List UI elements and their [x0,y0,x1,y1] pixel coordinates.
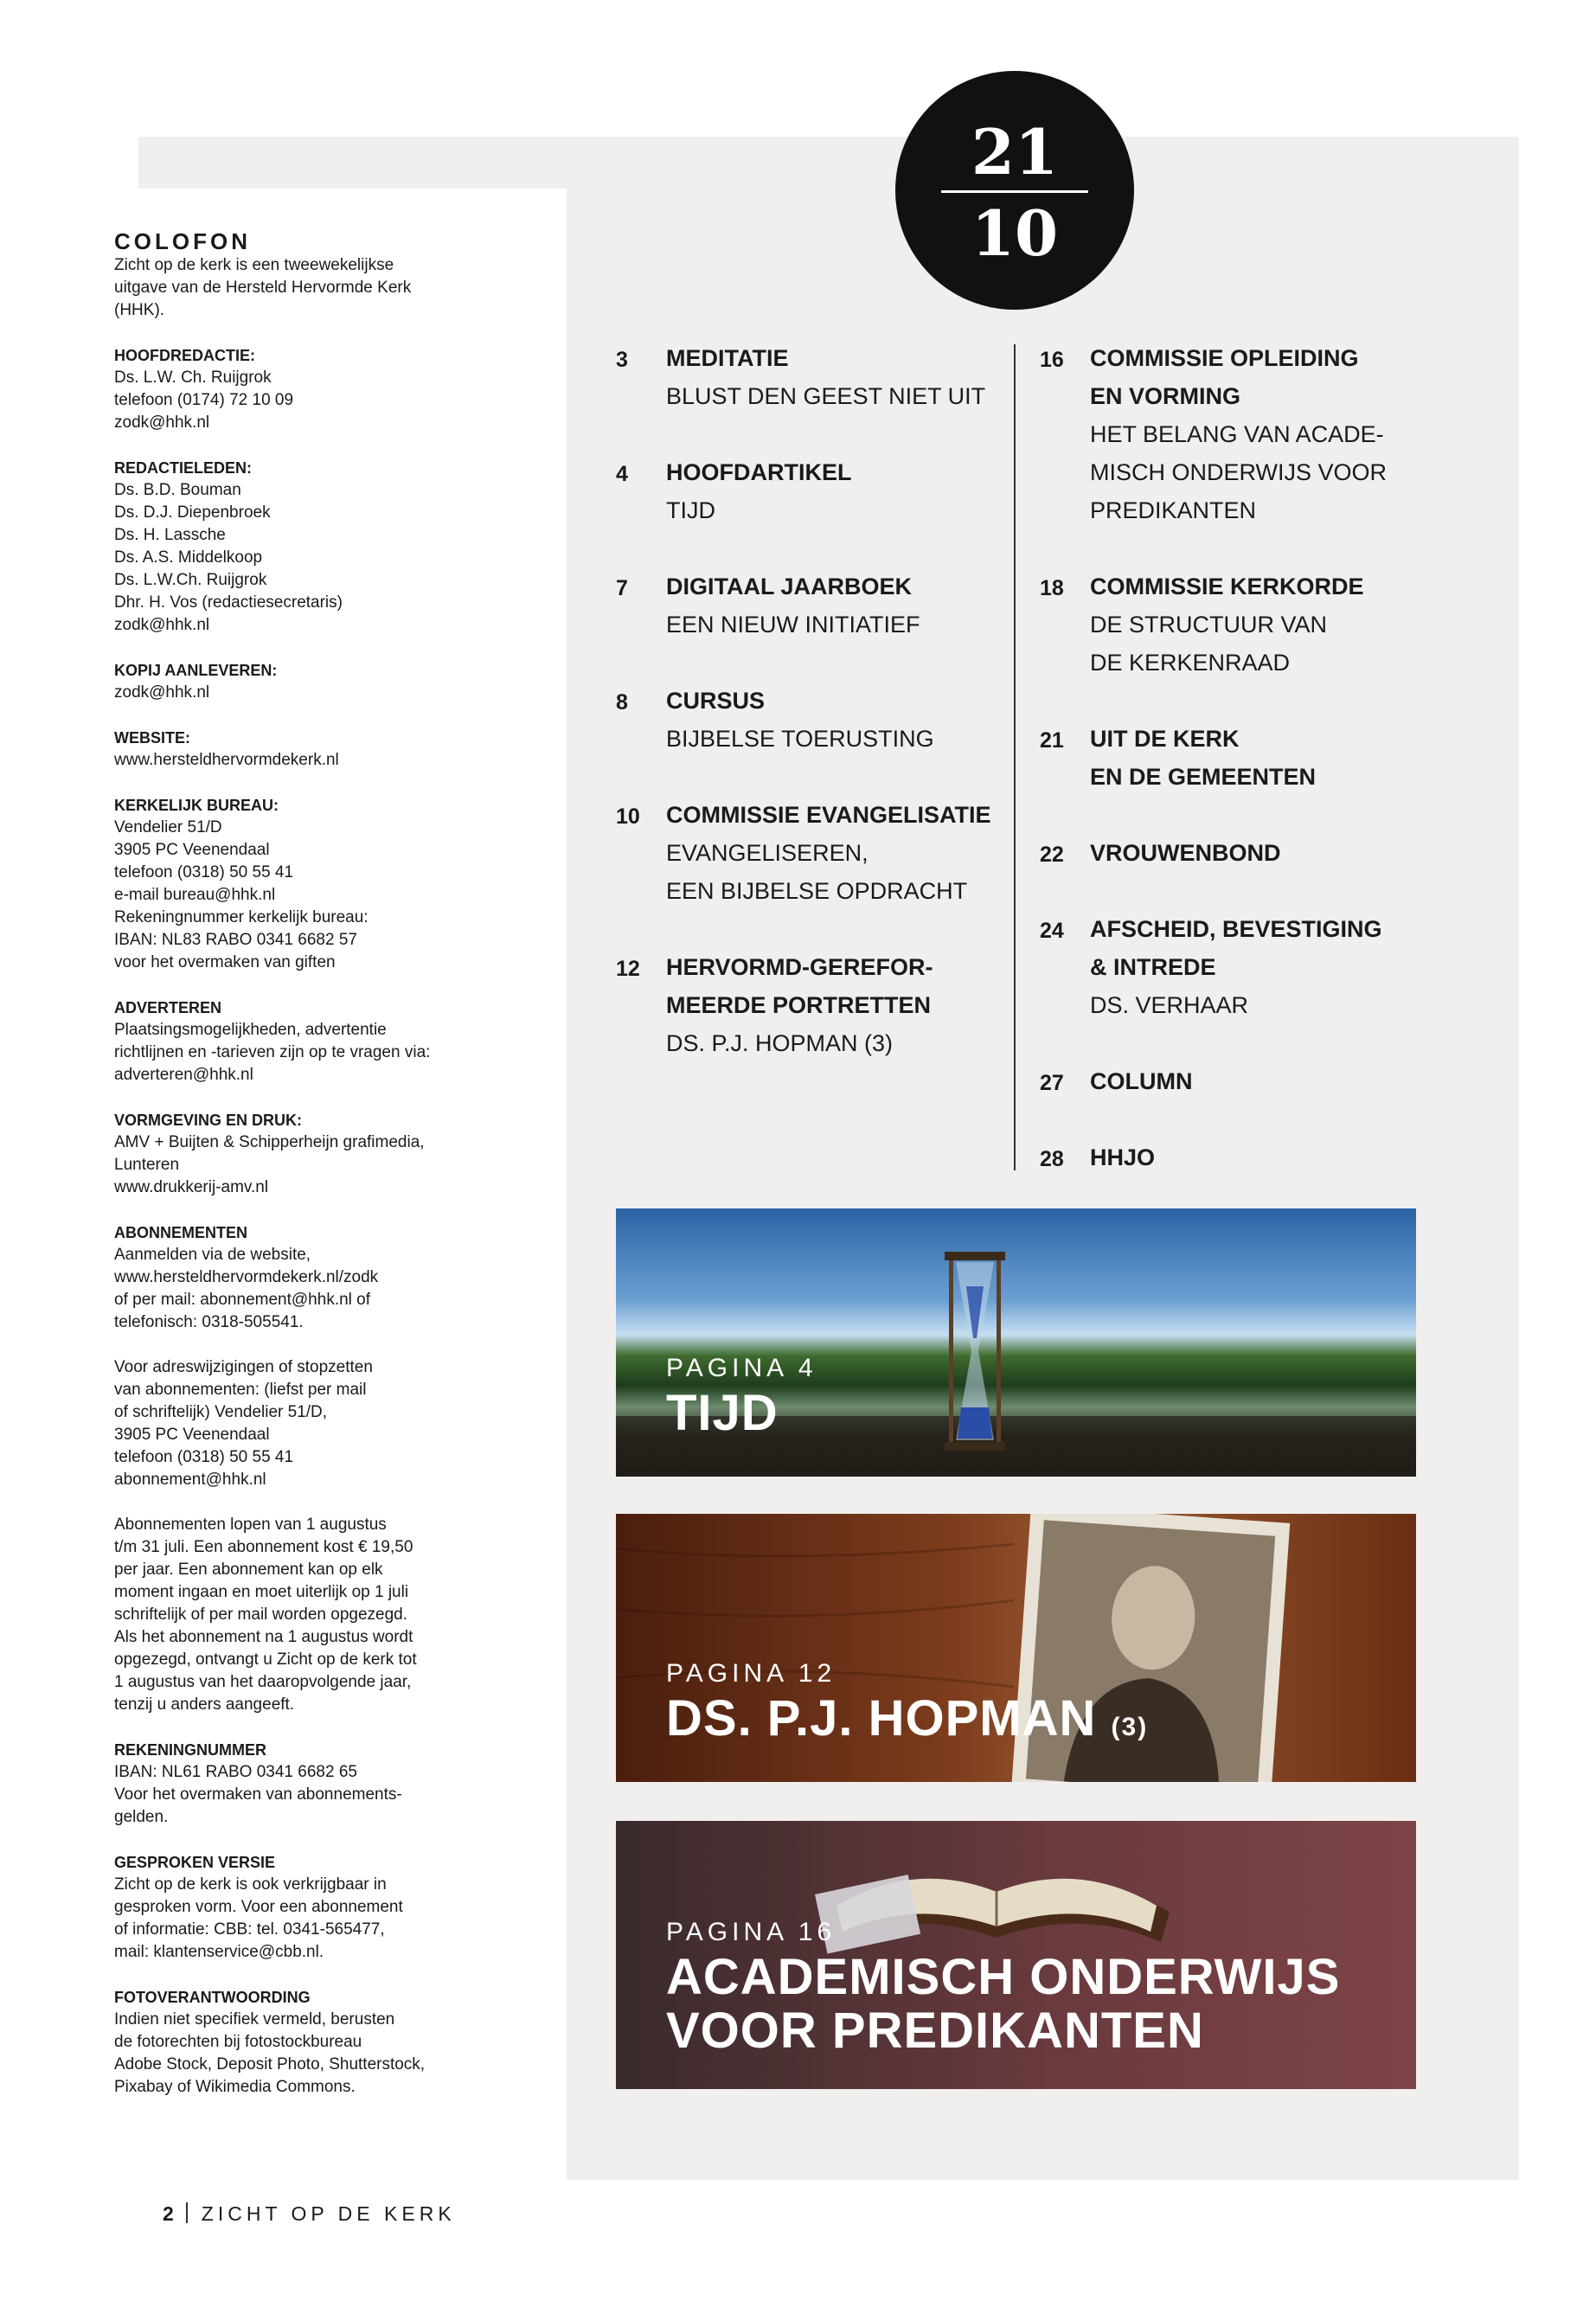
colofon-section-line: Ds. B.D. Bouman [114,481,241,499]
toc-left-column [616,339,1014,1100]
colofon-section-line: of schriftelijk) Vendelier 51/D, [114,1403,328,1421]
colofon-section-line: IBAN: NL61 RABO 0341 6682 65 [114,1763,357,1781]
feature-title [666,1692,1148,1754]
feature-banner-hopman[interactable] [616,1514,1416,1782]
colofon-section-line: mail: klantenservice@cbb.nl. [114,1943,324,1961]
colofon-intro-line: (HHK). [114,301,165,319]
colofon-section [114,1739,478,1829]
toc-item[interactable] [1040,910,1429,1024]
colofon-section-line: of per mail: abonnement@hhk.nl of [114,1291,371,1309]
toc-item[interactable] [1040,834,1429,872]
footer-separator [186,2202,188,2223]
colofon-section [114,457,478,637]
page-number: 2 [163,2202,174,2225]
toc-subtitle: EEN NIEUW INITIATIEF [666,612,920,638]
colofon-section-line: Ds. H. Lassche [114,526,226,544]
toc-page-number: 8 [616,690,628,715]
colofon-section [114,794,478,974]
toc-heading: UIT DE KERK [1090,726,1240,752]
colofon-section [114,659,478,704]
colofon-section-line: www.hersteldhervormdekerk.nl [114,751,339,769]
feature-label: PAGINA 12 [666,1659,836,1688]
colofon-section-line: Voor adreswijzigingen of stopzetten [114,1358,373,1376]
colofon-section-line: of informatie: CBB: tel. 0341-565477, [114,1920,385,1939]
colofon-section-line: zodk@hhk.nl [114,616,210,634]
feature-title: TIJD [666,1385,779,1441]
colofon-section [114,1356,478,1491]
feature-title-line-1: ACADEMISCH ONDERWIJS [666,1949,1341,2005]
colofon-section-line: van abonnementen: (liefst per mail [114,1381,367,1399]
colofon-section-line: Ds. D.J. Diepenbroek [114,503,271,522]
colofon-section-heading: ADVERTEREN [114,999,222,1016]
colofon-section-line: t/m 31 juli. Een abonnement kost € 19,50 [114,1538,413,1556]
issue-divider [941,190,1088,193]
colofon-section-line: Aanmelden via de website, [114,1246,311,1264]
toc-heading: MEDITATIE [666,345,789,371]
colofon-section-heading: GESPROKEN VERSIE [114,1854,276,1871]
toc-page-number: 22 [1040,843,1064,867]
toc-heading: COMMISSIE OPLEIDING [1090,345,1359,371]
toc-right-column [1040,339,1429,1215]
toc-page-number: 10 [616,804,640,829]
toc-subtitle: PREDIKANTEN [1090,497,1257,523]
toc-item[interactable] [616,682,1014,758]
toc-heading: AFSCHEID, BEVESTIGING [1090,916,1382,942]
colofon-section-line: Ds. L.W. Ch. Ruijgrok [114,369,272,387]
feature-title-line-2: VOOR PREDIKANTEN [666,2003,1204,2059]
feature-label: PAGINA 16 [666,1918,836,1946]
colofon-section-line: zodk@hhk.nl [114,683,210,702]
colofon-section [114,727,478,772]
colofon-section [114,1514,478,1716]
toc-heading: HERVORMD-GEREFOR- [666,954,933,980]
colofon-section-line: Als het abonnement na 1 augustus wordt [114,1628,413,1646]
colofon-section [114,1109,478,1199]
feature-label: PAGINA 4 [666,1354,817,1382]
colofon-section-line: 3905 PC Veenendaal [114,1426,270,1444]
colofon-section-line: 1 augustus van het daaropvolgende jaar, [114,1673,412,1691]
colofon-section-line: richtlijnen en -tarieven zijn op te vragen via: [114,1043,431,1061]
toc-subtitle: EEN BIJBELSE OPDRACHT [666,878,968,904]
colofon-section-line: Voor het overmaken van abonnements- [114,1785,402,1804]
colofon-section-line: Pixabay of Wikimedia Commons. [114,2078,356,2096]
toc-subtitle: DE STRUCTUUR VAN [1090,612,1328,638]
toc-page-number: 7 [616,576,628,600]
toc-heading: VROUWENBOND [1090,840,1281,866]
colofon-section-line: e-mail bureau@hhk.nl [114,886,276,904]
colofon-section-line: telefoon (0318) 50 55 41 [114,863,294,881]
colofon-intro [114,254,478,322]
colofon-section-line: Adobe Stock, Deposit Photo, Shutterstock, [114,2055,426,2073]
colofon-section-line: adverteren@hhk.nl [114,1066,253,1084]
toc-heading: EN VORMING [1090,383,1241,409]
colofon-section [114,1986,478,2099]
colofon-section-heading: VORMGEVING EN DRUK: [114,1112,303,1129]
toc-page-number: 16 [1040,348,1064,372]
issue-number: 10 [971,196,1059,270]
colofon-section-heading: FOTOVERANTWOORDING [114,1989,311,2006]
colofon-section-line: tenzij u anders aangeeft. [114,1695,295,1714]
colofon-section-line: AMV + Buijten & Schipperheijn grafimedia, [114,1133,425,1151]
colofon-section-line: Ds. L.W.Ch. Ruijgrok [114,571,267,589]
colofon-section [114,344,478,434]
toc-heading: DIGITAAL JAARBOEK [666,574,913,599]
toc-item[interactable] [1040,339,1429,529]
colofon-section-line: Dhr. H. Vos (redactiesecretaris) [114,593,343,612]
colofon-section [114,1851,478,1964]
colofon-title: COLOFON [114,228,251,254]
colofon [114,228,478,2121]
toc-page-number: 18 [1040,576,1064,600]
toc-subtitle: HET BELANG VAN ACADE- [1090,421,1384,447]
toc-heading: COMMISSIE EVANGELISATIE [666,802,991,828]
colofon-section-line: telefoon (0174) 72 10 09 [114,391,294,409]
toc-subtitle: TIJD [666,497,715,523]
toc-item[interactable] [616,339,1014,415]
colofon-section-line: www.drukkerij-amv.nl [114,1178,269,1196]
feature-banner-tijd[interactable] [616,1208,1416,1477]
colofon-section-line: opgezegd, ontvangt u Zicht op de kerk tot [114,1650,417,1669]
toc-page-number: 3 [616,348,628,372]
colofon-section-line: 3905 PC Veenendaal [114,841,270,859]
toc-item[interactable] [616,567,1014,644]
colofon-section-line: Indien niet specifiek vermeld, berusten [114,2010,395,2029]
toc-item[interactable] [1040,1138,1429,1176]
colofon-section-line: telefoon (0318) 50 55 41 [114,1448,294,1466]
colofon-section-line: Abonnementen lopen van 1 augustus [114,1516,387,1534]
page-footer [163,2202,456,2226]
feature-banner-academisch[interactable] [616,1821,1416,2089]
toc-page-number: 21 [1040,728,1064,753]
toc-subtitle: DS. VERHAAR [1090,992,1249,1018]
colofon-section-line: Lunteren [114,1156,180,1174]
toc-heading: CURSUS [666,688,766,714]
colofon-section-heading: ABONNEMENTEN [114,1224,248,1241]
toc-page-number: 12 [616,957,640,981]
colofon-section-line: per jaar. Een abonnement kan op elk [114,1561,383,1579]
toc-heading: MEERDE PORTRETTEN [666,992,932,1018]
toc-divider [1014,344,1016,1170]
colofon-section-line: www.hersteldhervormdekerk.nl/zodk [114,1268,379,1286]
toc-item[interactable] [1040,720,1429,796]
colofon-section-heading: KERKELIJK BUREAU: [114,797,279,814]
colofon-section-line: telefonisch: 0318-505541. [114,1313,304,1331]
toc-page-number: 27 [1040,1071,1064,1095]
toc-page-number: 24 [1040,919,1064,943]
colofon-section [114,1221,478,1334]
colofon-section-line: Ds. A.S. Middelkoop [114,548,263,567]
toc-item[interactable] [1040,1062,1429,1100]
feature-title-text: DS. P.J. HOPMAN [666,1690,1097,1747]
colofon-intro-line: uitgave van de Hersteld Hervormde Kerk [114,279,412,297]
colofon-section-line: IBAN: NL83 RABO 0341 6682 57 [114,931,357,949]
colofon-section-line: gesproken vorm. Voor een abonnement [114,1898,403,1916]
feature-title-suffix: (3) [1111,1713,1149,1741]
toc-item[interactable] [616,453,1014,529]
toc-heading: EN DE GEMEENTEN [1090,764,1317,790]
colofon-section-line: zodk@hhk.nl [114,413,210,432]
colofon-section-line: voor het overmaken van giften [114,953,336,971]
colofon-section-heading: REKENINGNUMMER [114,1741,267,1759]
colofon-section-heading: REDACTIELEDEN: [114,459,253,477]
colofon-section-line: moment ingaan en moet uiterlijk op 1 juli [114,1583,409,1601]
toc-item[interactable] [616,948,1014,1062]
issue-badge [895,71,1134,310]
toc-item[interactable] [616,796,1014,910]
toc-subtitle: DS. P.J. HOPMAN (3) [666,1030,894,1056]
toc-item[interactable] [1040,567,1429,682]
toc-page-number: 28 [1040,1147,1064,1171]
colofon-section-line: schriftelijk of per mail worden opgezegd. [114,1606,408,1624]
magazine-title: ZICHT OP DE KERK [201,2202,456,2225]
colofon-section-line: Plaatsingsmogelijkheden, advertentie [114,1021,387,1039]
colofon-section-heading: WEBSITE: [114,729,190,747]
colofon-intro-line: Zicht op de kerk is een tweewekelijkse [114,256,394,274]
colofon-section-line: Vendelier 51/D [114,818,222,836]
colofon-section-line: Zicht op de kerk is ook verkrijgbaar in [114,1875,387,1894]
toc-subtitle: MISCH ONDERWIJS VOOR [1090,459,1388,485]
toc-subtitle: BIJBELSE TOERUSTING [666,726,934,752]
issue-year: 21 [971,115,1059,189]
toc-heading: HOOFDARTIKEL [666,459,852,485]
colofon-section-heading: KOPIJ AANLEVEREN: [114,662,278,679]
toc-heading: HHJO [1090,1144,1156,1170]
colofon-section-line: gelden. [114,1808,169,1826]
toc-subtitle: DE KERKENRAAD [1090,650,1291,676]
toc-subtitle: BLUST DEN GEEST NIET UIT [666,383,986,409]
colofon-section-line: Rekeningnummer kerkelijk bureau: [114,908,369,926]
colofon-section-heading: HOOFDREDACTIE: [114,347,255,364]
toc-heading: COLUMN [1090,1068,1193,1094]
colofon-section-line: de fotorechten bij fotostockbureau [114,2033,362,2051]
toc-heading: & INTREDE [1090,954,1216,980]
colofon-section [114,997,478,1086]
toc-page-number: 4 [616,462,628,486]
colofon-section-line: abonnement@hhk.nl [114,1471,266,1489]
toc-heading: COMMISSIE KERKORDE [1090,574,1364,599]
toc-subtitle: EVANGELISEREN, [666,840,869,866]
